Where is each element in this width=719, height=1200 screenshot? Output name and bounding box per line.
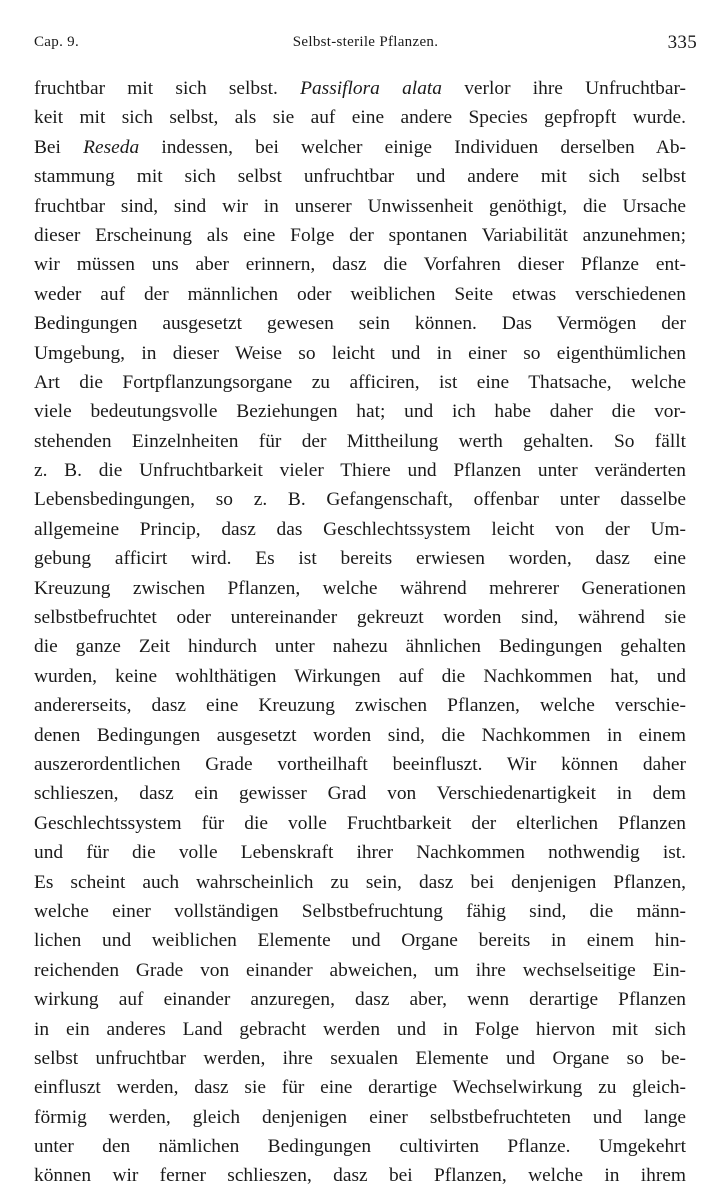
text-line bbox=[34, 985, 686, 1014]
text-line bbox=[34, 368, 686, 397]
text-segment: einfluszt werden, dasz sie für eine derartige Wechselwirkung zu gleich- bbox=[34, 1077, 686, 1099]
text-line bbox=[34, 456, 686, 485]
text-line bbox=[34, 809, 686, 838]
text-segment: gebung afficirt wird. Es ist bereits erwiesen worden, dasz eine bbox=[34, 548, 686, 570]
text-segment: unter den nämlichen Bedingungen cultivirten Pflanze. Umgekehrt bbox=[34, 1136, 686, 1158]
text-segment: stehenden Einzelnheiten für der Mittheilung werth gehalten. So fällt bbox=[34, 430, 686, 452]
text-line bbox=[34, 868, 686, 897]
text-segment: selbstbefruchtet oder untereinander gekreuzt worden sind, während sie bbox=[34, 607, 686, 629]
text-line bbox=[34, 133, 686, 162]
text-line bbox=[34, 603, 686, 632]
text-line bbox=[34, 397, 686, 426]
text-line bbox=[34, 280, 686, 309]
text-line bbox=[34, 1073, 686, 1102]
italic-species-name: Passiflora alata bbox=[300, 78, 442, 99]
text-line bbox=[34, 103, 686, 132]
text-segment: Art die Fortpflanzungsorgane zu afficiren, ist eine Thatsache, welche bbox=[34, 371, 686, 393]
text-segment: z. B. die Unfruchtbarkeit vieler Thiere und Pflanzen unter veränderten bbox=[34, 460, 686, 482]
page-number: 335 bbox=[667, 32, 697, 53]
text-segment: reichenden Grade von einander abweichen, um ihre wechselseitige Ein- bbox=[34, 959, 686, 981]
text-segment: auszerordentlichen Grade vortheilhaft beeinfluszt. Wir können daher bbox=[34, 753, 686, 775]
page-header bbox=[34, 34, 697, 56]
text-segment: dieser Erscheinung als eine Folge der spontanen Variabilität anzunehmen; bbox=[34, 224, 686, 246]
text-segment: weder auf der männlichen oder weiblichen Seite etwas verschiedenen bbox=[34, 283, 686, 305]
text-segment: Lebensbedingungen, so z. B. Gefangenschaft, offenbar unter dasselbe bbox=[34, 489, 686, 511]
text-segment: indessen, bei welcher einige Individuen derselben Ab- bbox=[139, 136, 686, 158]
text-line bbox=[34, 339, 686, 368]
text-line bbox=[34, 750, 686, 779]
text-line bbox=[34, 221, 686, 250]
text-line bbox=[34, 662, 686, 691]
text-segment: schlieszen, dasz ein gewisser Grad von Verschiedenartigkeit in dem bbox=[34, 783, 686, 805]
text-line bbox=[34, 427, 686, 456]
text-segment: Geschlechtssystem für die volle Fruchtbarkeit der elterlichen Pflanzen bbox=[34, 812, 686, 834]
text-segment: Kreuzung zwischen Pflanzen, welche während mehrerer Generationen bbox=[34, 577, 686, 599]
text-line bbox=[34, 779, 686, 808]
text-segment: stammung mit sich selbst unfruchtbar und andere mit sich selbst bbox=[34, 166, 686, 188]
text-line bbox=[34, 691, 686, 720]
text-line bbox=[34, 1132, 686, 1161]
text-line bbox=[34, 926, 686, 955]
text-segment: Es scheint auch wahrscheinlich zu sein, dasz bei denjenigen Pflanzen, bbox=[34, 871, 686, 893]
text-line bbox=[34, 1044, 686, 1073]
text-line bbox=[34, 544, 686, 573]
text-line bbox=[34, 250, 686, 279]
text-segment: die ganze Zeit hindurch unter nahezu ähnlichen Bedingungen gehalten bbox=[34, 636, 686, 658]
text-segment: wirkung auf einander anzuregen, dasz aber, wenn derartige Pflanzen bbox=[34, 989, 686, 1011]
text-segment: denen Bedingungen ausgesetzt worden sind, die Nachkommen in einem bbox=[34, 724, 686, 746]
italic-species-name: Reseda bbox=[83, 136, 140, 158]
text-segment: verlor ihre Unfruchtbar- bbox=[441, 78, 686, 99]
text-line bbox=[34, 1161, 686, 1190]
text-segment: fruchtbar mit sich selbst. bbox=[34, 78, 301, 99]
body-text bbox=[34, 74, 686, 1191]
text-segment: in ein anderes Land gebracht werden und in Folge hiervon mit sich bbox=[34, 1018, 686, 1040]
text-segment: viele bedeutungsvolle Beziehungen hat; und ich habe daher die vor- bbox=[34, 401, 686, 423]
text-line bbox=[34, 574, 686, 603]
text-segment: andererseits, dasz eine Kreuzung zwischen Pflanzen, welche verschie- bbox=[34, 695, 686, 717]
text-line bbox=[34, 1103, 686, 1132]
text-line bbox=[34, 838, 686, 867]
text-segment: lichen und weiblichen Elemente und Organe bereits in einem hin- bbox=[34, 930, 686, 952]
text-line bbox=[34, 192, 686, 221]
text-segment: keit mit sich selbst, als sie auf eine andere Species gepfropft wurde. bbox=[34, 107, 686, 129]
chapter-label: Cap. 9. bbox=[34, 34, 80, 50]
text-line bbox=[34, 956, 686, 985]
text-segment: allgemeine Princip, dasz das Geschlechtssystem leicht von der Um- bbox=[34, 518, 686, 540]
text-segment: Bedingungen ausgesetzt gewesen sein können. Das Vermögen der bbox=[34, 313, 686, 335]
text-segment: Bei bbox=[34, 136, 84, 158]
text-line bbox=[34, 515, 686, 544]
text-line bbox=[34, 632, 686, 661]
text-segment: förmig werden, gleich denjenigen einer selbstbefruchteten und lange bbox=[34, 1106, 686, 1128]
text-line bbox=[34, 162, 686, 191]
text-line bbox=[34, 485, 686, 514]
text-segment: Umgebung, in dieser Weise so leicht und in einer so eigenthümlichen bbox=[34, 342, 686, 364]
text-line bbox=[34, 74, 686, 103]
text-line bbox=[34, 897, 686, 926]
text-segment: selbst unfruchtbar werden, ihre sexualen Elemente und Organe so be- bbox=[34, 1047, 686, 1069]
text-segment: und für die volle Lebenskraft ihrer Nachkommen nothwendig ist. bbox=[34, 842, 686, 864]
text-line bbox=[34, 1015, 686, 1044]
text-line bbox=[34, 721, 686, 750]
text-segment: fruchtbar sind, sind wir in unserer Unwissenheit genöthigt, die Ursache bbox=[34, 195, 686, 217]
text-segment: wurden, keine wohlthätigen Wirkungen auf die Nachkommen hat, und bbox=[34, 665, 686, 687]
text-segment: können wir ferner schlieszen, dasz bei Pflanzen, welche in ihrem bbox=[34, 1165, 686, 1187]
text-segment: wir müssen uns aber erinnern, dasz die Vorfahren dieser Pflanze ent- bbox=[34, 254, 686, 276]
text-line bbox=[34, 309, 686, 338]
text-segment: welche einer vollständigen Selbstbefruchtung fähig sind, die männ- bbox=[34, 900, 686, 922]
running-title: Selbst-sterile Pflanzen. bbox=[292, 34, 439, 50]
